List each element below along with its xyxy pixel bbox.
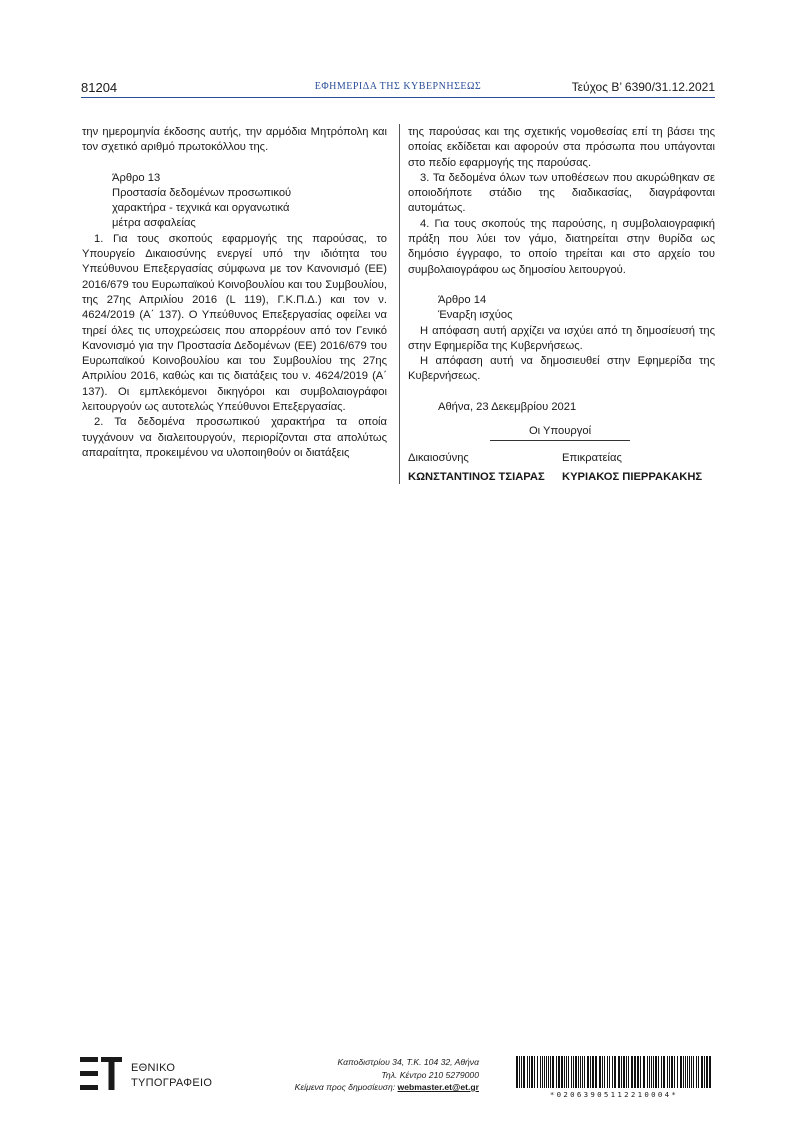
printing-office-name bbox=[131, 1061, 212, 1091]
barcode-bar bbox=[534, 1056, 535, 1088]
barcode-bar bbox=[655, 1056, 657, 1088]
barcode-bar bbox=[592, 1056, 594, 1088]
barcode-bar bbox=[537, 1056, 538, 1088]
column-divider bbox=[399, 124, 400, 484]
page-number: 81204 bbox=[81, 80, 118, 95]
barcode-bar bbox=[691, 1056, 692, 1088]
footer-phone: Τηλ. Κέντρο 210 5279000 bbox=[381, 1069, 479, 1080]
printing-office-line-2: ΤΥΠΟΓΡΑΦΕΙΟ bbox=[131, 1077, 213, 1089]
barcode-bar bbox=[663, 1056, 665, 1088]
barcode-bar bbox=[649, 1056, 650, 1088]
paragraph-1: 1. Για τους σκοπούς εφαρμογής της παρούσας, το Υπουργείο Δικαιοσύνης ενεργεί υπό την ιδιότητα του Υπεύθυνου Επεξεργασίας σύμφωνα με τον Κανονισμό (ΕΕ) 2016/679 του Ευρωπαϊκού Κοινοβουλίου και του Συμβουλίου, της 27ης Απριλίου 2016 (L 119), Γ.Κ.Π.Δ.) και τον ν. 4624/2019 (Α΄ 137). Ο Υπεύθυνος Επεξεργασίας οφείλει να τηρεί όλες τις υποχρεώσεις που απορρέουν από τον Γενικό Κανονισμό για την Προστασία Δεδομένων (ΕΕ) 2016/679 του Ευρωπαϊκού Κοινοβουλίου και του Συμβουλίου της 27ης Απριλίου 2016, καθώς και τις διατάξεις του ν. 4624/2019 (Α΄ 137). Οι εμπλεκόμενοι δικηγόροι και συμβολαιογράφοι λειτουργούν ως αυτοτελώς Υπεύθυνοι Επεξεργασίας. bbox=[82, 232, 387, 414]
barcode-bar bbox=[602, 1056, 603, 1088]
barcode-bar bbox=[527, 1056, 528, 1088]
barcode-bar bbox=[669, 1056, 670, 1088]
barcode-number: *02063905112210004* bbox=[549, 1090, 679, 1099]
et-logo-icon bbox=[80, 1057, 122, 1090]
barcode-bar bbox=[609, 1056, 610, 1088]
article-13-heading-line-3: μέτρα ασφαλείας bbox=[112, 217, 196, 230]
barcode-bar bbox=[677, 1056, 678, 1088]
barcode-bar bbox=[643, 1056, 645, 1088]
barcode-bar bbox=[661, 1056, 662, 1088]
barcode-bar bbox=[568, 1056, 569, 1088]
barcode-bar bbox=[701, 1056, 703, 1088]
barcode-bar bbox=[578, 1056, 579, 1088]
signature-rule bbox=[490, 440, 630, 441]
article-13-heading bbox=[112, 171, 387, 232]
issue-reference: Τεύχος Β’ 6390/31.12.2021 bbox=[571, 80, 715, 94]
left-minister-role: Δικαιοσύνης bbox=[408, 452, 469, 464]
barcode-bar bbox=[561, 1056, 563, 1088]
article-14-subtitle: Έναρξη ισχύος bbox=[438, 309, 513, 322]
barcode-bar bbox=[544, 1056, 545, 1088]
barcode-bar bbox=[542, 1056, 543, 1088]
barcode-bar bbox=[704, 1056, 705, 1088]
article-13-heading-line-1: Προστασία δεδομένων προσωπικού bbox=[112, 186, 292, 199]
barcode-bar bbox=[683, 1056, 684, 1088]
ministers-label: Οι Υπουργοί bbox=[528, 425, 592, 437]
barcode-bar bbox=[687, 1056, 688, 1088]
article-13-title: Άρθρο 13 bbox=[112, 171, 161, 184]
article-13-heading-line-2: χαρακτήρα - τεχνικά και οργανωτικά bbox=[112, 202, 290, 215]
barcode-bar bbox=[693, 1056, 694, 1088]
barcode-bar bbox=[523, 1056, 525, 1088]
barcode-bar bbox=[552, 1056, 554, 1088]
barcode-bar bbox=[631, 1056, 633, 1088]
barcode-bar bbox=[575, 1056, 577, 1088]
barcode-bar bbox=[709, 1056, 711, 1088]
barcode-bar bbox=[519, 1056, 520, 1088]
footer-contact bbox=[295, 1056, 479, 1094]
barcode-bar bbox=[607, 1056, 608, 1088]
article-14-heading bbox=[438, 293, 715, 324]
barcode-bar bbox=[626, 1056, 627, 1088]
barcode-bar bbox=[566, 1056, 567, 1088]
barcode-bar bbox=[587, 1056, 589, 1088]
intro-paragraph: την ημερομηνία έκδοσης αυτής, την αρμόδια Μητρόπολη και τον σχετικό αριθμό πρωτοκόλλου της. bbox=[82, 126, 387, 154]
barcode-bar bbox=[548, 1056, 549, 1088]
barcode-bar bbox=[546, 1056, 547, 1088]
barcode-bar bbox=[612, 1056, 613, 1088]
printing-office-line-1: ΕΘΝΙΚΟ bbox=[131, 1062, 176, 1074]
article-14-title: Άρθρο 14 bbox=[438, 293, 487, 306]
right-minister-name: ΚΥΡΙΑΚΟΣ ΠΙΕΡΡΑΚΑΚΗΣ bbox=[562, 471, 703, 483]
barcode-bar bbox=[623, 1056, 625, 1088]
barcode-bar bbox=[614, 1056, 616, 1088]
barcode-bar bbox=[595, 1056, 597, 1088]
barcode-bar bbox=[698, 1056, 699, 1088]
barcode-bar bbox=[550, 1056, 551, 1088]
barcode-bar bbox=[706, 1056, 708, 1088]
right-minister-role: Επικρατείας bbox=[562, 452, 622, 464]
barcode-bar bbox=[674, 1056, 675, 1088]
barcode-bar bbox=[584, 1056, 585, 1088]
barcode-bar bbox=[558, 1056, 560, 1088]
paragraph-6: Η απόφαση αυτή να δημοσιευθεί στην Εφημερίδα της Κυβερνήσεως. bbox=[408, 355, 715, 383]
barcode-bar bbox=[653, 1056, 654, 1088]
barcode-bar bbox=[680, 1056, 682, 1088]
paragraph-5: Η απόφαση αυτή αρχίζει να ισχύει από τη δημοσίευσή της στην Εφημερίδα της Κυβερνήσεως. bbox=[408, 324, 715, 352]
footer-email-link[interactable]: webmaster.et@et.gr bbox=[397, 1082, 479, 1092]
barcode-bar bbox=[516, 1056, 518, 1088]
barcode-bar bbox=[590, 1056, 591, 1088]
barcode-bar bbox=[621, 1056, 622, 1088]
barcode-bar bbox=[651, 1056, 652, 1088]
page-header bbox=[81, 80, 715, 96]
barcode-bar bbox=[599, 1056, 601, 1088]
paragraph-2: 2. Τα δεδομένα προσωπικού χαρακτήρα τα οποία τυγχάνουν να διαλειτουργούν, περιορίζονται στα απολύτως απαραίτητα, προκειμένου να υλοποιηθούν οι διατάξεις bbox=[82, 416, 387, 459]
gazette-title: ΕΦΗΜΕΡΙΔΑ ΤΗΣ ΚΥΒΕΡΝΗΣΕΩΣ bbox=[314, 81, 482, 92]
barcode-bar bbox=[696, 1056, 697, 1088]
paragraph-3: 3. Τα δεδομένα όλων των υποθέσεων που ακυρώθηκαν σε οποιοδήποτε στάδιο της διαδικασίας, διαγράφονται αυτομάτως. bbox=[408, 171, 715, 215]
barcode-bar bbox=[637, 1056, 639, 1088]
barcode-bar bbox=[571, 1056, 572, 1088]
right-column bbox=[408, 125, 715, 415]
barcode-bar bbox=[521, 1056, 522, 1088]
issue-date: Αθήνα, 23 Δεκεμβρίου 2021 bbox=[438, 400, 577, 413]
barcode-bar bbox=[634, 1056, 636, 1088]
barcode-bar bbox=[685, 1056, 686, 1088]
barcode-bar bbox=[531, 1056, 533, 1088]
left-minister-name: ΚΩΝΣΤΑΝΤΙΝΟΣ ΤΣΙΑΡΑΣ bbox=[408, 471, 545, 483]
barcode-bar bbox=[667, 1056, 668, 1088]
footer-submit-label: Κείμενα προς δημοσίευση: bbox=[294, 1082, 396, 1092]
barcode-bar bbox=[671, 1056, 673, 1088]
barcode-bar bbox=[689, 1056, 690, 1088]
barcode-bar bbox=[628, 1056, 629, 1088]
barcode bbox=[516, 1056, 712, 1088]
barcode-bar bbox=[604, 1056, 605, 1088]
barcode-bar bbox=[573, 1056, 574, 1088]
paragraph-4: 4. Για τους σκοπούς της παρούσης, η συμβολαιογραφική πράξη που λύει τον γάμο, διατηρείται στην θυρίδα ως δημόσιο έγγραφο, το οποίο τηρείται και στο αρχείο του συμβολαιογράφου ως δημοσίου λειτουργού. bbox=[408, 217, 715, 276]
barcode-bar bbox=[556, 1056, 557, 1088]
header-rule bbox=[81, 97, 715, 98]
left-column bbox=[82, 125, 387, 461]
barcode-bar bbox=[564, 1056, 565, 1088]
continuation-paragraph: της παρούσας και της σχετικής νομοθεσίας επί τη βάσει της οποίας εκδίδεται και αφορούν στα πρόσωπα που υπάγονται στο πεδίο εφαρμογής της παρούσας. bbox=[408, 126, 715, 169]
barcode-bar bbox=[529, 1056, 530, 1088]
barcode-bar bbox=[618, 1056, 620, 1088]
barcode-bar bbox=[580, 1056, 581, 1088]
barcode-bar bbox=[647, 1056, 648, 1088]
barcode-bar bbox=[640, 1056, 641, 1088]
barcode-bar bbox=[540, 1056, 541, 1088]
barcode-bar bbox=[658, 1056, 659, 1088]
barcode-bar bbox=[582, 1056, 583, 1088]
footer-address: Καποδιστρίου 34, Τ.Κ. 104 32, Αθήνα bbox=[337, 1057, 479, 1067]
